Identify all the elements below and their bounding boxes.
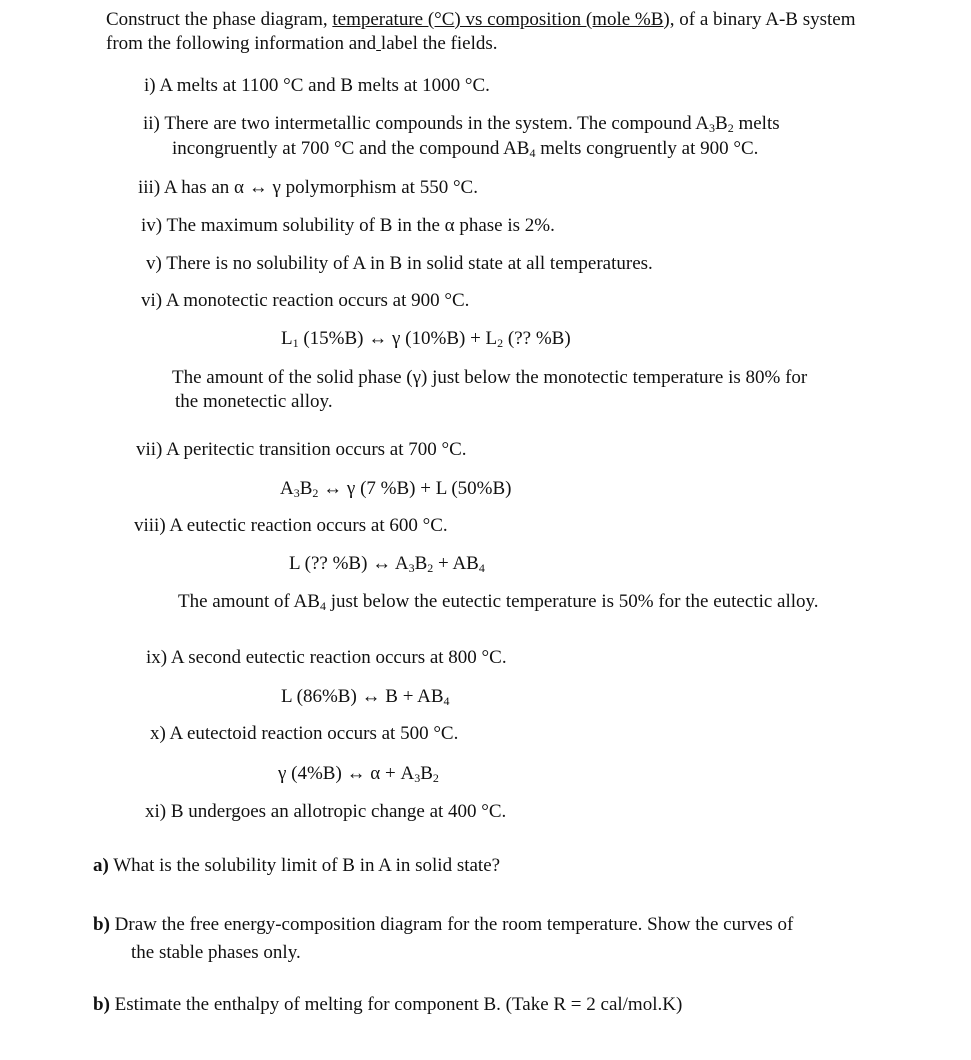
question-b1-line-1 bbox=[93, 913, 793, 937]
item-number: ii) bbox=[143, 113, 160, 134]
question-label: b) bbox=[93, 914, 110, 935]
question-text: What is the solubility limit of B in A in solid state? bbox=[108, 855, 501, 876]
item-text: B undergoes an allotropic change at 400 °C. bbox=[170, 801, 507, 822]
item-iii bbox=[138, 176, 478, 200]
item-number: ix) bbox=[146, 647, 168, 668]
item-iv bbox=[141, 214, 555, 238]
item-text: A second eutectic reaction occurs at 800 °C. bbox=[170, 647, 507, 668]
intro-text-1: Construct the phase diagram, bbox=[106, 9, 333, 30]
item-viii-note: The amount of $AB_4$ just below the eutectic temperature is 50% for the eutectic alloy. bbox=[178, 591, 819, 613]
question-label: b) bbox=[93, 994, 110, 1015]
item-viii-equation: L (?? %B) ↔ $A_3B_2 + AB_4$ bbox=[289, 553, 485, 575]
item-number: x) bbox=[150, 723, 166, 744]
item-vi-note-2: the monetectic alloy. bbox=[175, 391, 333, 412]
intro-underlined: temperature (°C) vs composition (mole %B), bbox=[332, 9, 675, 30]
item-number: vii) bbox=[136, 439, 163, 460]
intro-line-2 bbox=[106, 32, 498, 56]
question-text: the stable phases only. bbox=[131, 942, 301, 963]
item-number: viii) bbox=[134, 515, 166, 536]
intro-text-2: of a binary A-B system bbox=[674, 9, 856, 30]
item-text: A eutectoid reaction occurs at 500 °C. bbox=[169, 723, 459, 744]
item-text: A peritectic transition occurs at 700 °C. bbox=[166, 439, 467, 460]
item-ix bbox=[146, 646, 507, 670]
question-text: Draw the free energy-composition diagram for the room temperature. Show the curves of bbox=[109, 914, 794, 935]
item-vi-equation: $L_1$ (15%B) ↔ γ $(10\%B) + L_2$ (?? %B) bbox=[281, 328, 571, 350]
item-text: A has an α ↔ γ polymorphism at 550 °C. bbox=[163, 177, 478, 198]
item-text: A monotectic reaction occurs at 900 °C. bbox=[165, 290, 470, 311]
item-text: There is no solubility of A in B in solid state at all temperatures. bbox=[166, 253, 653, 274]
question-label: a) bbox=[93, 855, 109, 876]
item-number: v) bbox=[146, 253, 162, 274]
intro-line-1 bbox=[106, 8, 856, 32]
item-x bbox=[150, 722, 458, 746]
question-b1-line-2 bbox=[131, 941, 301, 965]
item-vi bbox=[141, 289, 469, 313]
item-number: i) bbox=[144, 75, 156, 96]
item-x-equation: γ (4%B) ↔ $\alpha + A_3B_2$ bbox=[278, 763, 439, 785]
item-vii bbox=[136, 438, 467, 462]
item-ii-line-1 bbox=[143, 112, 780, 136]
item-v bbox=[146, 252, 653, 276]
item-number: iv) bbox=[141, 215, 163, 236]
item-xi bbox=[145, 800, 506, 824]
intro-line2-rest: label the fields. bbox=[380, 33, 498, 54]
item-i bbox=[144, 74, 490, 98]
question-b2 bbox=[93, 993, 682, 1017]
question-text: Estimate the enthalpy of melting for component B. (Take R = 2 cal/mol.K) bbox=[109, 994, 683, 1015]
item-number: vi) bbox=[141, 290, 163, 311]
item-text: The maximum solubility of B in the α phase is 2%. bbox=[166, 215, 555, 236]
item-ii-line-2: incongruently at 700 °C and the compound $AB_4$ melts congruently at 900 °C. bbox=[172, 138, 759, 160]
item-number: iii) bbox=[138, 177, 161, 198]
intro-line2-text: from the following information and bbox=[106, 33, 377, 54]
item-text: There are two intermetallic compounds in the system. The compound $A_3B_2$ melts bbox=[164, 113, 780, 135]
item-viii bbox=[134, 514, 448, 538]
item-ix-equation: L (86%B) ↔ $B + AB_4$ bbox=[281, 686, 450, 708]
item-vi-note-1: The amount of the solid phase (γ) just below the monotectic temperature is 80% for bbox=[172, 367, 808, 388]
question-a bbox=[93, 854, 500, 878]
item-number: xi) bbox=[145, 801, 167, 822]
item-vii-equation: $A_3B_2$ ↔ γ (7 %B) + L (50%B) bbox=[280, 478, 512, 500]
item-text: A melts at 1100 °C and B melts at 1000 °C. bbox=[159, 75, 490, 96]
item-text: A eutectic reaction occurs at 600 °C. bbox=[169, 515, 448, 536]
